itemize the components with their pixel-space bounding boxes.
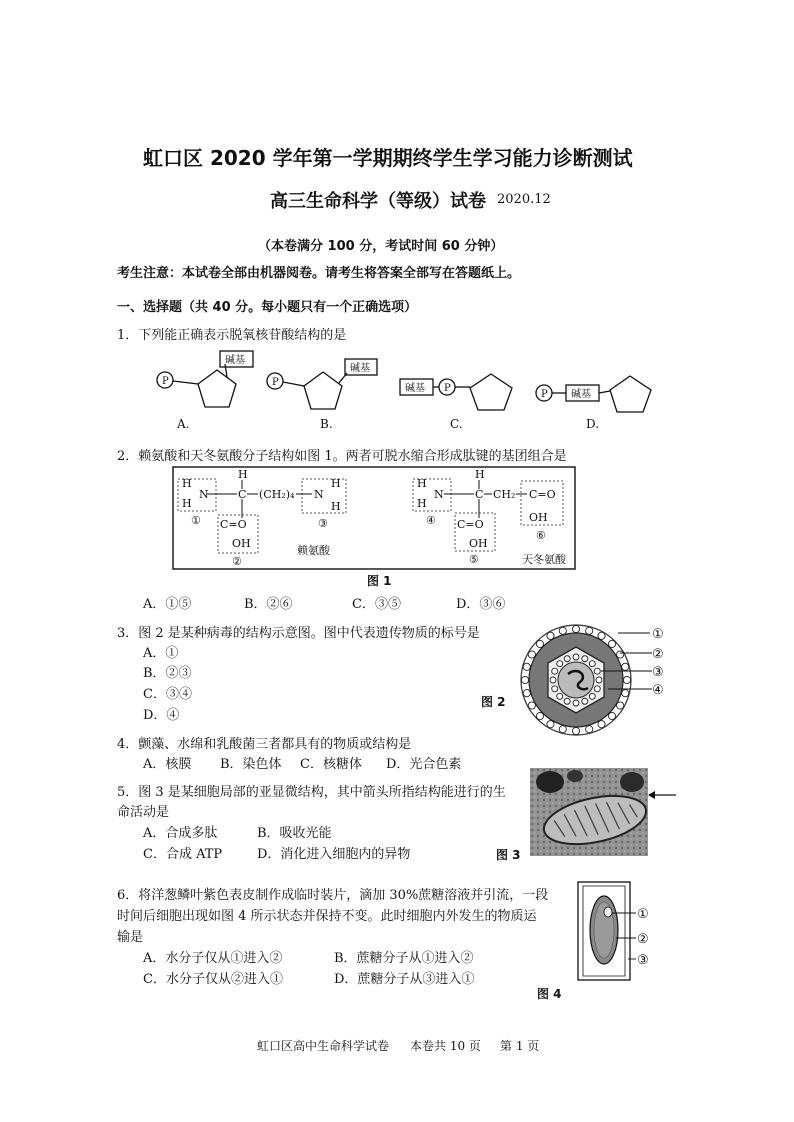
svg-text:C=O: C=O: [457, 518, 484, 531]
capsomere: [596, 677, 602, 683]
envelope-spike: [536, 712, 543, 719]
base-label: 碱基: [571, 389, 591, 400]
svg-text:C=O: C=O: [529, 488, 556, 501]
q6-stem-line1: 6．将洋葱鳞叶紫色表皮制作成临时装片，滴加 30%蔗糖溶液并引流，一段: [117, 888, 549, 903]
svg-text:H: H: [417, 497, 427, 510]
figure-3-label: 图 3: [496, 848, 521, 862]
exam-subtitle: 高三生命科学（等级）试卷: [270, 191, 486, 212]
q5-stem-line1: 5．图 3 是某细胞局部的亚显微结构，其中箭头所指结构能进行的生: [117, 785, 506, 800]
q6-option-b: B．蔗糖分子从①进入②: [334, 951, 474, 966]
p-label: P: [444, 383, 451, 394]
exam-title: 虹口区 2020 学年第一学期期终学生学习能力诊断测试: [143, 146, 633, 170]
svg-text:N: N: [314, 488, 324, 501]
q1-option-d: D.: [586, 417, 600, 431]
svg-text:C: C: [475, 488, 484, 501]
q1-option-c: C.: [450, 417, 463, 431]
q6-option-a: A．水分子仅从①进入②: [143, 951, 283, 966]
q4-option-c: C．核糖体: [300, 757, 362, 772]
base-label: 碱基: [225, 355, 245, 366]
envelope-spike: [528, 651, 535, 658]
mark-2: ②: [652, 647, 664, 662]
capsomere: [573, 700, 579, 706]
q3-option-c: C．③④: [143, 687, 192, 702]
svg-text:C: C: [238, 488, 247, 501]
mark-2: ②: [637, 932, 649, 947]
aspartate-label: 天冬氨酸: [522, 553, 566, 566]
q2-option-a: A．①⑤: [143, 597, 192, 612]
envelope-spike: [547, 632, 554, 639]
capsomere: [552, 668, 558, 674]
q3-stem: 3．图 2 是某种病毒的结构示意图。图中代表遗传物质的标号是: [117, 626, 480, 641]
svg-text:H: H: [417, 477, 427, 490]
q3-option-d: D．④: [143, 708, 180, 723]
footer-page-number: 第 1 页: [500, 1039, 540, 1053]
q2-option-c: C．③⑤: [352, 597, 401, 612]
q2-option-d: D．③⑥: [456, 597, 506, 612]
capsomere: [589, 693, 595, 699]
base-label: 碱基: [405, 383, 425, 394]
section-heading: 一、选择题（共 40 分。每小题只有一个正确选项）: [117, 300, 418, 315]
capsomere: [564, 656, 570, 662]
exam-info: （本卷满分 100 分，考试时间 60 分钟）: [258, 239, 504, 254]
sugar-pentagon: [304, 372, 342, 409]
capsomere: [550, 677, 556, 683]
svg-text:H: H: [331, 477, 341, 490]
q4-stem: 4．颤藻、水绵和乳酸菌三者都具有的物质或结构是: [117, 737, 412, 752]
capsomere: [594, 686, 600, 692]
mark-3: ③: [652, 665, 664, 680]
envelope-spike: [523, 690, 530, 697]
svg-text:OH: OH: [529, 511, 548, 524]
q3-option-b: B．②③: [143, 666, 192, 681]
footer-total-pages: 本卷共 10 页: [410, 1039, 481, 1053]
svg-text:C=O: C=O: [220, 518, 247, 531]
mark-1: ①: [652, 627, 664, 642]
svg-text:H: H: [182, 477, 192, 490]
sugar-pentagon: [470, 374, 512, 410]
sugar-pentagon: [610, 376, 651, 412]
q1-option-a: A.: [177, 417, 190, 431]
svg-text:③: ③: [318, 517, 328, 530]
svg-text:CH₂: CH₂: [493, 488, 516, 501]
svg-text:⑤: ⑤: [469, 553, 479, 566]
footer-school: 虹口区高中生命科学试卷: [257, 1039, 390, 1053]
svg-text:H: H: [475, 468, 485, 481]
q4-option-b: B．染色体: [220, 757, 282, 772]
envelope-spike: [528, 702, 535, 709]
envelope-spike: [547, 721, 554, 728]
envelope-spike: [622, 663, 629, 670]
capsomere: [594, 668, 600, 674]
svg-text:⑥: ⑥: [536, 529, 546, 542]
svg-text:N: N: [199, 488, 209, 501]
envelope-spike: [536, 640, 543, 647]
q1-option-b: B.: [320, 417, 333, 431]
svg-text:①: ①: [191, 514, 201, 527]
envelope-spike: [521, 676, 528, 683]
q6-option-c: C．水分子仅从②进入①: [143, 972, 283, 987]
envelope-spike: [598, 721, 605, 728]
svg-text:②: ②: [232, 555, 242, 568]
envelope-spike: [523, 663, 530, 670]
q2-stem: 2．赖氨酸和天冬氨酸分子结构如图 1。两者可脱水缩合形成肽键的基团组合是: [117, 449, 567, 464]
svg-text:OH: OH: [232, 537, 251, 550]
capsomere: [589, 661, 595, 667]
mark-3: ③: [637, 953, 649, 968]
lysine-label: 赖氨酸: [297, 544, 330, 557]
svg-text:OH: OH: [469, 537, 488, 550]
q1-stem: 1．下列能正确表示脱氧核苷酸结构的是: [117, 328, 347, 343]
svg-text:N: N: [434, 488, 444, 501]
figure-4-label: 图 4: [537, 987, 562, 1001]
capsomere: [557, 693, 563, 699]
q4-option-d: D．光合色素: [386, 757, 462, 772]
q6-option-d: D．蔗糖分子从③进入①: [334, 972, 475, 987]
capsomere: [582, 656, 588, 662]
envelope-spike: [586, 627, 593, 634]
envelope-spike: [572, 625, 579, 632]
svg-text:(CH₂)₄: (CH₂)₄: [259, 488, 295, 501]
q5-option-a: A．合成多肽: [143, 826, 218, 841]
envelope-spike: [598, 632, 605, 639]
envelope-spike: [559, 627, 566, 634]
exam-date: 2020.12: [497, 192, 551, 207]
svg-text:④: ④: [426, 514, 436, 527]
figure-4-plasmolysed-cell: [572, 880, 692, 985]
capsomere: [564, 698, 570, 704]
capsomere: [573, 654, 579, 660]
envelope-spike: [608, 712, 615, 719]
envelope-spike: [586, 726, 593, 733]
q5-option-d: D．消化进入细胞内的异物: [257, 847, 411, 862]
envelope-spike: [608, 640, 615, 647]
q6-stem-line3: 输是: [117, 930, 144, 945]
figure-3-micrograph: [530, 768, 680, 858]
envelope-spike: [572, 727, 579, 734]
envelope-spike: [559, 726, 566, 733]
exam-notice: 考生注意：本试卷全部由机器阅卷。请考生将答案全部写在答题纸上。: [117, 266, 521, 281]
q6-stem-line2: 时间后细胞出现如图 4 所示状态并保持不变。此时细胞内外发生的物质运: [117, 909, 537, 924]
q2-option-b: B．②⑥: [244, 597, 293, 612]
envelope-spike: [622, 690, 629, 697]
svg-text:H: H: [238, 468, 248, 481]
figure-1-amino-acids: [172, 466, 576, 570]
mark-1: ①: [637, 907, 649, 922]
svg-text:H: H: [182, 497, 192, 510]
q5-option-c: C．合成 ATP: [143, 847, 223, 862]
q5-stem-line2: 命活动是: [117, 805, 170, 820]
figure-1-label: 图 1: [367, 574, 392, 588]
envelope-spike: [623, 676, 630, 683]
envelope-spike: [617, 651, 624, 658]
capsomere: [557, 661, 563, 667]
figure-2-virus: [518, 622, 698, 742]
p-label: P: [162, 376, 169, 387]
capsomere: [552, 686, 558, 692]
capsomere: [582, 698, 588, 704]
envelope-spike: [617, 702, 624, 709]
sugar-pentagon: [198, 370, 236, 407]
figure-2-label: 图 2: [481, 695, 506, 709]
base-label: 碱基: [350, 363, 370, 374]
q3-option-a: A．①: [143, 646, 179, 661]
p-label: P: [272, 377, 279, 388]
p-label: P: [541, 389, 548, 400]
q5-option-b: B．吸收光能: [257, 826, 332, 841]
svg-text:H: H: [331, 500, 341, 513]
q1-nucleotide-structures: [140, 348, 680, 438]
mark-4: ④: [652, 683, 664, 698]
q4-option-a: A．核膜: [143, 757, 192, 772]
